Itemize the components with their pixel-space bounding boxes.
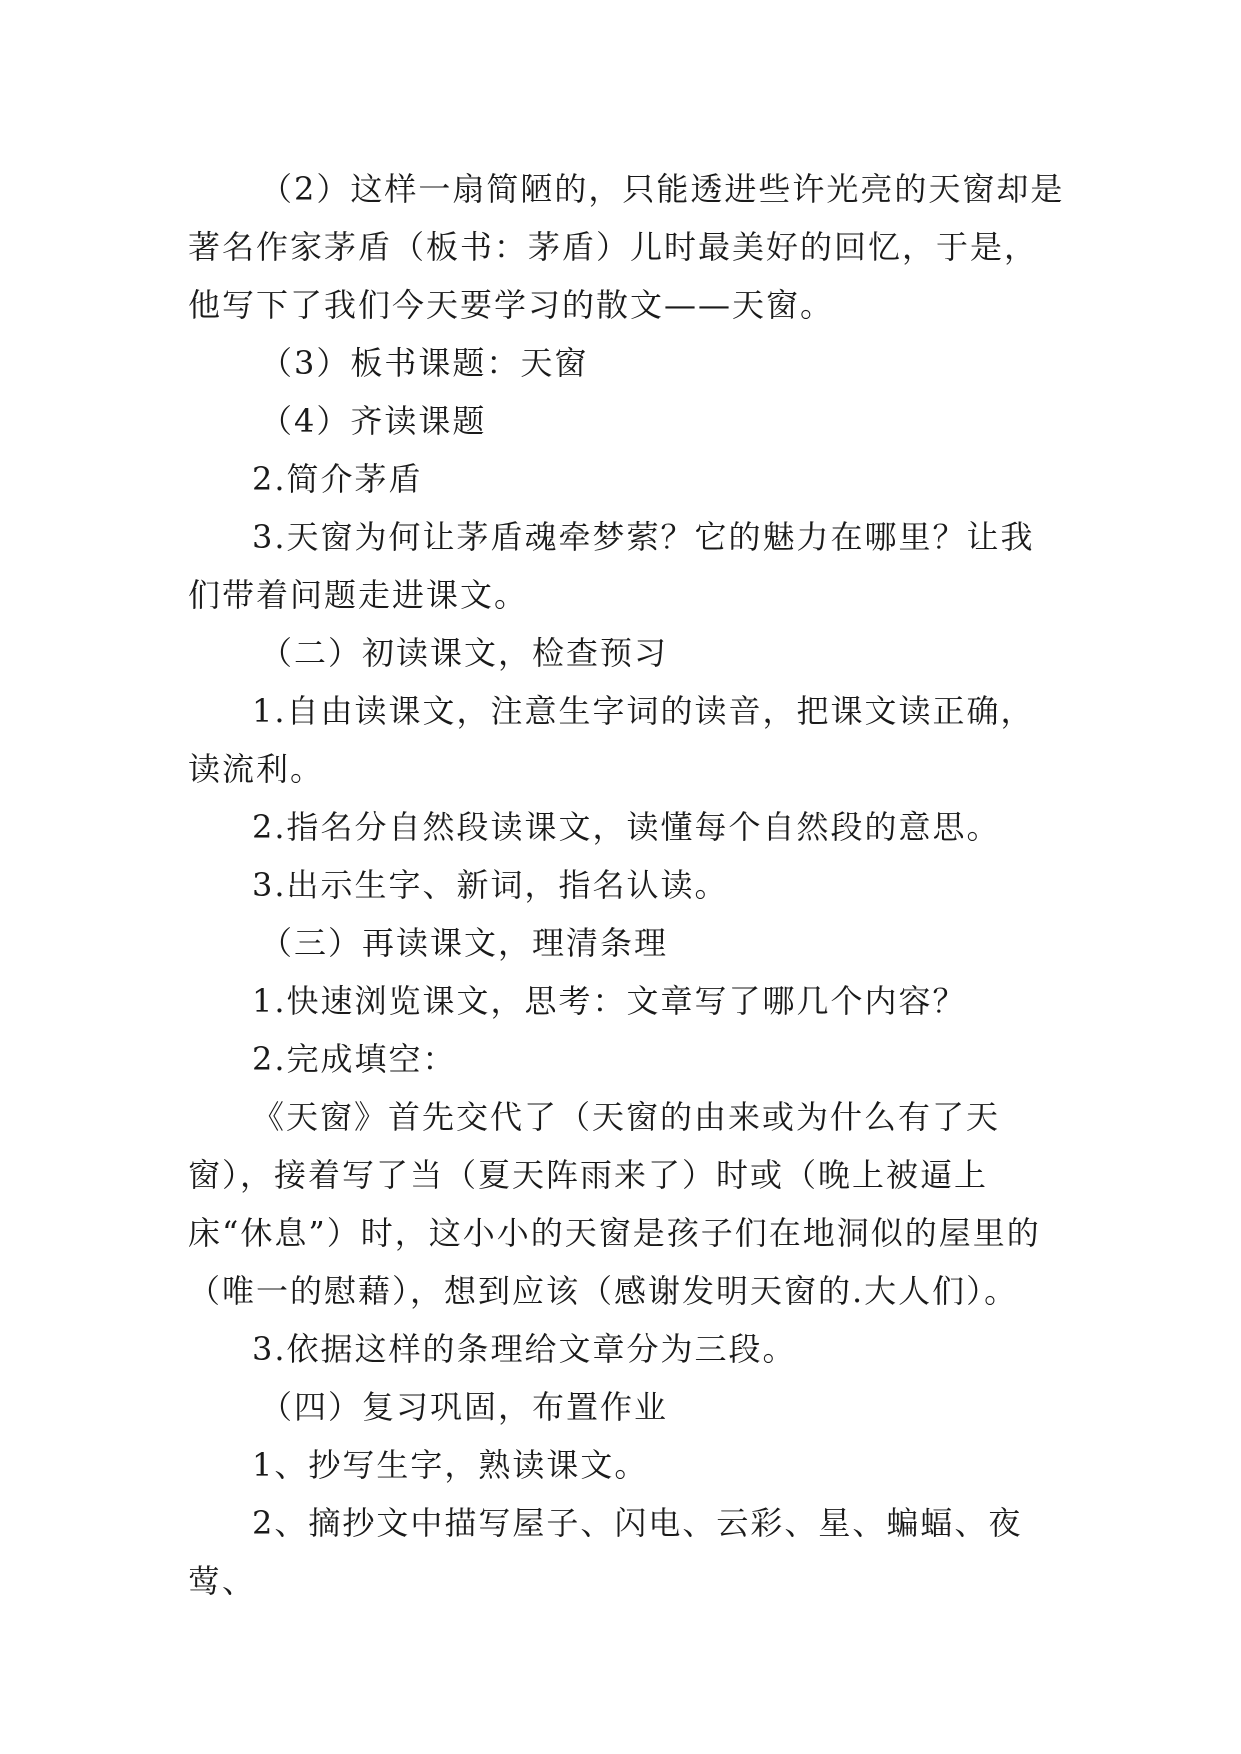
paragraph: 3.天窗为何让茅盾魂牵梦萦？它的魅力在哪里？让我们带着问题走进课文。 <box>188 518 1035 614</box>
paragraph: 2.完成填空： <box>252 1040 457 1078</box>
section-heading: （三）再读课文，理清条理 <box>260 924 669 962</box>
section-heading: （四）复习巩固，布置作业 <box>260 1388 669 1426</box>
paragraph: （4）齐读课题 <box>260 402 487 440</box>
paragraph: 《天窗》首先交代了（天窗的由来或为什么有了天窗），接着写了当（夏天阵雨来了）时或（晚上被逼上床“休息”）时，这小小的天窗是孩子们在地洞似的屋里的（唯一的慰藉），想到应该（感谢发明天窗的.大人们）。 <box>188 1098 1041 1310</box>
paragraph: 3.依据这样的条理给文章分为三段。 <box>252 1330 797 1368</box>
paragraph: 1.快速浏览课文，思考：文章写了哪几个内容？ <box>252 982 967 1020</box>
paragraph: 2.简介茅盾 <box>252 460 423 498</box>
section-heading: （二）初读课文，检查预习 <box>260 634 669 672</box>
paragraph: 2.指名分自然段读课文，读懂每个自然段的意思。 <box>252 808 1001 846</box>
paragraph: 1.自由读课文，注意生字词的读音，把课文读正确，读流利。 <box>188 692 1035 788</box>
paragraph: 3.出示生字、新词，指名认读。 <box>252 866 729 904</box>
paragraph: 2、摘抄文中描写屋子、闪电、云彩、星、蝙蝠、夜莺、 <box>188 1504 1023 1600</box>
paragraph: （2）这样一扇简陋的，只能透进些许光亮的天窗却是著名作家茅盾（板书：茅盾）儿时最美好的回忆，于是，他写下了我们今天要学习的散文——天窗。 <box>188 170 1065 324</box>
paragraph: 1、抄写生字，熟读课文。 <box>252 1446 649 1484</box>
document-body <box>188 160 1068 1610</box>
paragraph: （3）板书课题：天窗 <box>260 344 589 382</box>
